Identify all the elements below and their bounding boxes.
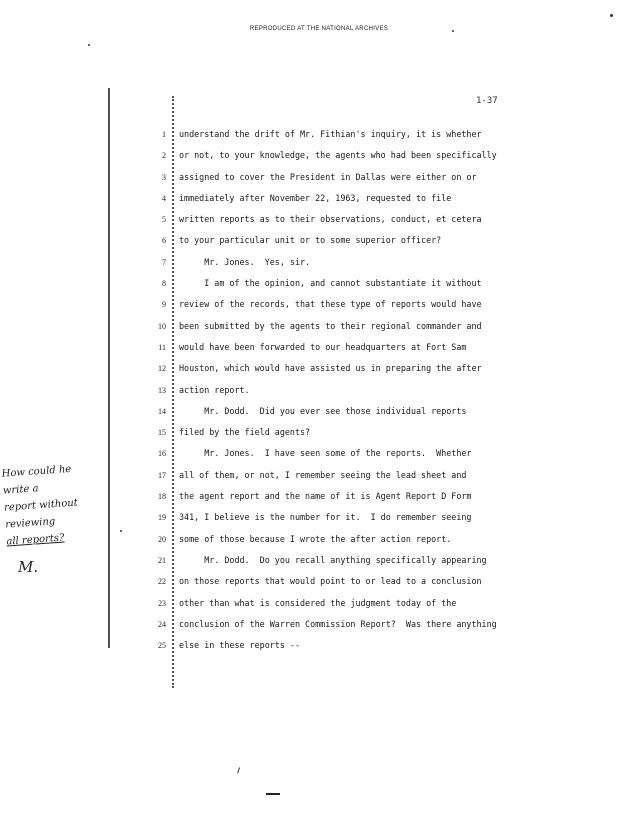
transcript-line: some of those because I wrote the after action report. <box>179 533 452 544</box>
transcript-line: assigned to cover the President in Dallas were either on or <box>179 171 477 182</box>
transcript-line: Mr. Jones. Yes, sir. <box>179 256 311 267</box>
line-number: 9 <box>162 300 166 310</box>
line-number: 14 <box>158 406 166 416</box>
line-number: 7 <box>162 257 166 267</box>
line-number: 6 <box>162 236 166 246</box>
transcript-line: I am of the opinion, and cannot substantiate it without <box>179 278 482 289</box>
transcript-line: other than what is considered the judgment today of the <box>179 597 457 608</box>
note-line: report without <box>3 497 79 514</box>
transcript-line: all of them, or not, I remember seeing the lead sheet and <box>179 469 467 480</box>
transcript-line: been submitted by the agents to their regional commander and <box>179 320 482 331</box>
scan-speck <box>610 14 613 17</box>
left-margin-rule <box>108 88 110 648</box>
transcript-line: conclusion of the Warren Commission Report? Was there anything <box>179 618 497 629</box>
line-number: 17 <box>158 470 166 480</box>
transcript-line: on those reports that would point to or lead to a conclusion <box>179 576 482 587</box>
transcript-line: Mr. Dodd. Did you ever see those individual reports <box>179 405 467 416</box>
transcript-body <box>179 124 529 656</box>
line-number: 18 <box>158 492 166 502</box>
scan-speck <box>88 44 90 46</box>
archive-stamp: REPRODUCED AT THE NATIONAL ARCHIVES <box>249 26 389 32</box>
transcript-line: Mr. Dodd. Do you recall anything specifically appearing <box>179 554 487 565</box>
line-number: 19 <box>158 513 166 523</box>
transcript-line: Houston, which would have assisted us in preparing the after <box>179 363 482 374</box>
line-number: 23 <box>158 598 166 608</box>
line-number: 22 <box>158 577 166 587</box>
line-number: 10 <box>158 321 166 331</box>
line-number: 11 <box>158 342 166 352</box>
note-line: How could he <box>1 463 72 480</box>
handwritten-margin-note <box>1 458 111 550</box>
line-number: 12 <box>158 364 166 374</box>
line-number: 24 <box>158 619 166 629</box>
line-number: 20 <box>158 534 166 544</box>
transcript-line: review of the records, that these type of reports would have <box>179 299 482 310</box>
line-number-rule <box>172 96 175 688</box>
note-line: reviewing <box>4 516 56 531</box>
line-number: 13 <box>158 385 166 395</box>
transcript-line: to your particular unit or to some superior officer? <box>179 235 442 246</box>
scan-mark <box>237 767 244 774</box>
transcript-line: the agent report and the name of it is Agent Report D Form <box>179 491 472 502</box>
scan-mark <box>266 793 280 795</box>
line-number: 21 <box>158 555 166 565</box>
transcript-line: else in these reports -- <box>179 640 301 651</box>
scan-speck <box>120 530 122 532</box>
transcript-line: Mr. Jones. I have seen some of the reports. Whether <box>179 448 472 459</box>
transcript-line: 341, I believe is the number for it. I do remember seeing <box>179 512 472 523</box>
line-number: 15 <box>158 428 166 438</box>
note-line: all reports? <box>6 532 65 548</box>
line-number: 25 <box>158 641 166 651</box>
page-number: 1-37 <box>476 96 498 106</box>
transcript-line: would have been forwarded to our headquarters at Fort Sam <box>179 341 467 352</box>
transcript-line: written reports as to their observations, conduct, et cetera <box>179 214 482 225</box>
line-number: 3 <box>162 172 166 182</box>
scan-speck <box>452 30 454 32</box>
line-number: 16 <box>158 449 166 459</box>
transcript-line: understand the drift of Mr. Fithian's inquiry, it is whether <box>179 129 482 139</box>
handwritten-initials: M. <box>18 558 39 576</box>
line-number: 1 <box>162 130 166 139</box>
line-number: 8 <box>162 279 166 289</box>
transcript-line: immediately after November 22, 1963, requested to file <box>179 192 452 203</box>
transcript-line: filed by the field agents? <box>179 427 311 438</box>
transcript-line: action report. <box>179 384 250 395</box>
note-line: write a <box>2 483 39 497</box>
line-number: 5 <box>162 215 166 225</box>
transcript-line: or not, to your knowledge, the agents who had been specifically <box>179 150 497 161</box>
line-number: 2 <box>162 151 166 161</box>
line-number: 4 <box>162 193 166 203</box>
line-numbers <box>148 124 166 656</box>
